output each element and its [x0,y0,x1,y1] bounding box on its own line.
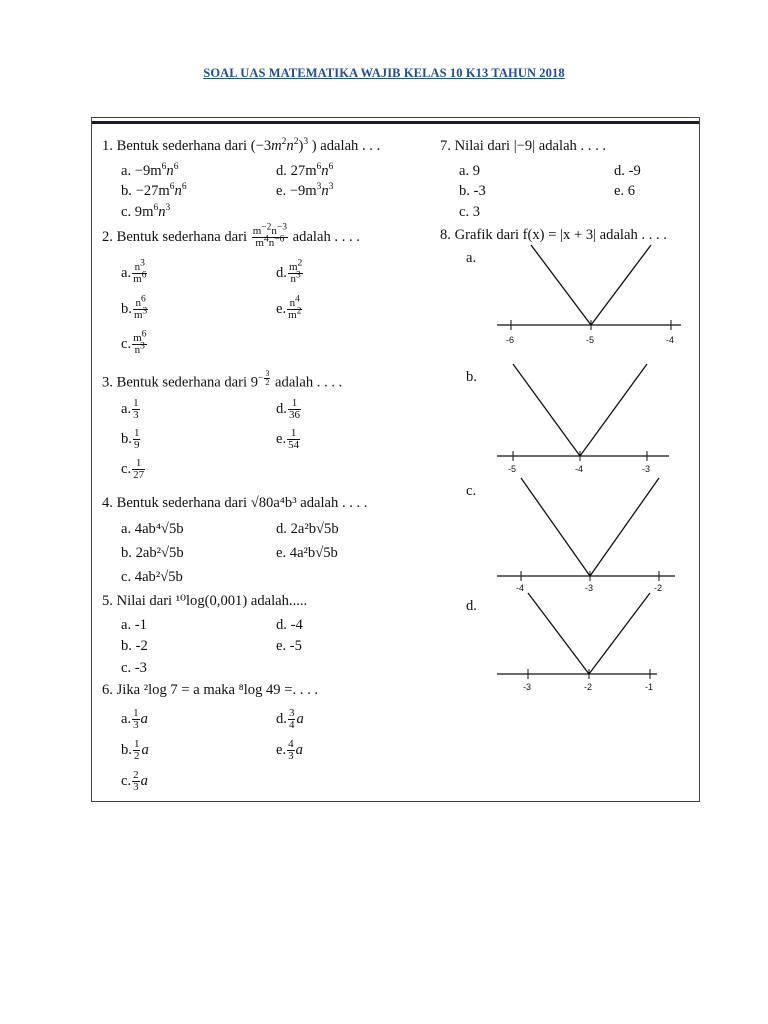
question-4-option-b[interactable]: b. 2ab²√5b [121,545,184,561]
question-8-option-b-label[interactable]: b. [466,369,477,385]
question-6-option-a[interactable]: a. $\frac{1}{3}$ a [121,707,148,731]
question-3-stem-end: adalah . . . . [275,374,343,391]
question-7-option-b[interactable]: b. -3 [459,183,486,199]
question-6-option-b[interactable]: b. $\frac{1}{2}$ a [121,738,149,762]
tick-label: -3 [642,464,651,474]
question-6-option-d[interactable]: d. $\frac{3}{4}$ a [276,707,304,731]
question-8-option-d-label[interactable]: d. [466,598,477,614]
frame-top-bar [92,121,699,124]
question-6-option-e[interactable]: e. $\frac{4}{3}$ a [276,738,303,762]
page-title[interactable]: SOAL UAS MATEMATIKA WAJIB KELAS 10 K13 TAHUN 2018 [203,66,565,80]
tick-label: -5 [508,464,517,474]
question-1: 1. Bentuk sederhana dari $(-3m^2n^2)^3$ ) adalah . . . [102,137,381,154]
question-7-option-a[interactable]: a. 9 [459,163,481,179]
question-8-option-a-label[interactable]: a. [466,250,477,266]
tick-label: -2 [584,682,593,692]
question-4: 4. Bentuk sederhana dari √80a⁴b³ adalah . . . . [102,495,368,511]
question-8-option-c-label[interactable]: c. [466,483,477,499]
question-2-option-a[interactable]: a. $\frac{n^3}{m^6}$ [121,258,147,285]
question-3-option-e[interactable]: e. $\frac{1}{54}$ [276,427,300,451]
question-7-option-e[interactable]: e. 6 [614,183,636,199]
question-5-option-c[interactable]: c. -3 [121,660,147,676]
question-2-option-b[interactable]: b. $\frac{n^6}{m^3}$ [121,294,148,321]
tick-label: -1 [645,682,654,692]
question-6: 6. Jika ²log 7 = a maka ⁸log 49 =. . . . [102,682,319,698]
question-5-option-e[interactable]: e. -5 [276,638,302,654]
tick-label: -6 [506,335,515,345]
question-3-option-d[interactable]: d. $\frac{1}{36}$ [276,397,300,421]
question-4-option-a[interactable]: a. 4ab⁴√5b [121,521,184,537]
question-3-option-b[interactable]: b. $\frac{1}{9}$ [121,427,140,451]
question-7-option-d[interactable]: d. -9 [614,163,641,179]
question-1-option-c[interactable]: c. $9m^6n^3$ [121,203,171,220]
question-3: 3. Bentuk sederhana dari $9^{- \frac{3}{2}}$ adalah . . . . [102,369,343,391]
question-8-graph-b [495,362,675,474]
question-3-option-c[interactable]: c. $\frac{1}{27}$ [121,457,145,481]
question-5-option-a[interactable]: a. -1 [121,617,147,633]
question-8: 8. Grafik dari f(x) = |x + 3| adalah . . . . [440,227,667,243]
question-5-option-d[interactable]: d. -4 [276,617,303,633]
question-4-option-d[interactable]: d. 2a²b√5b [276,521,339,537]
question-5-option-b[interactable]: b. -2 [121,638,148,654]
question-4-option-e[interactable]: e. 4a²b√5b [276,545,338,561]
question-2-option-d[interactable]: d. $\frac{m^2}{n^3}$ [276,258,303,285]
question-8-graph-d [495,591,675,696]
question-8-graph-a [495,243,685,348]
question-2-option-e[interactable]: e. $\frac{n^4}{m^2}$ [276,294,302,321]
question-5: 5. Nilai dari ¹⁰log(0,001) adalah..... [102,593,308,609]
question-1-stem-end: ) adalah . . . [311,138,381,154]
question-7: 7. Nilai dari |−9| adalah . . . . [440,138,607,154]
tick-label: -4 [575,464,584,474]
tick-label: -4 [516,583,525,593]
question-1-option-e[interactable]: e. $-9m^3n^3$ [276,182,334,199]
question-2-fraction: $\frac{m^{-2}n^{-3}}{m^4n^{-6}}$ [252,222,288,249]
tick-label: -2 [654,583,663,593]
question-1-option-a[interactable]: a. $-9m^6n^6$ [121,162,179,179]
question-6-option-c[interactable]: c. $\frac{2}{3}$ a [121,769,148,793]
question-1-option-d[interactable]: d. $27m^6n^6$ [276,162,334,179]
question-8-graph-c [495,476,680,596]
question-1-stem-start: 1. Bentuk sederhana dari (−3 [102,138,272,154]
question-7-option-c[interactable]: c. 3 [459,204,481,220]
question-3-option-a[interactable]: a. $\frac{1}{3}$ [121,397,139,421]
question-4-option-c[interactable]: c. 4ab²√5b [121,569,183,585]
tick-label: -3 [523,682,532,692]
question-2 [102,222,360,249]
question-1-option-b[interactable]: b. $-27m^6n^6$ [121,182,187,199]
tick-label: -4 [666,335,675,345]
tick-label: -3 [585,583,594,593]
question-2-stem: 2. Bentuk sederhana dari [102,228,248,245]
question-3-stem: 3. Bentuk sederhana dari 9 [102,374,259,391]
tick-label: -5 [586,335,595,345]
question-2-stem-end: adalah . . . . [292,228,360,245]
question-2-option-c[interactable]: c. $\frac{m^6}{n^3}$ [121,329,147,356]
